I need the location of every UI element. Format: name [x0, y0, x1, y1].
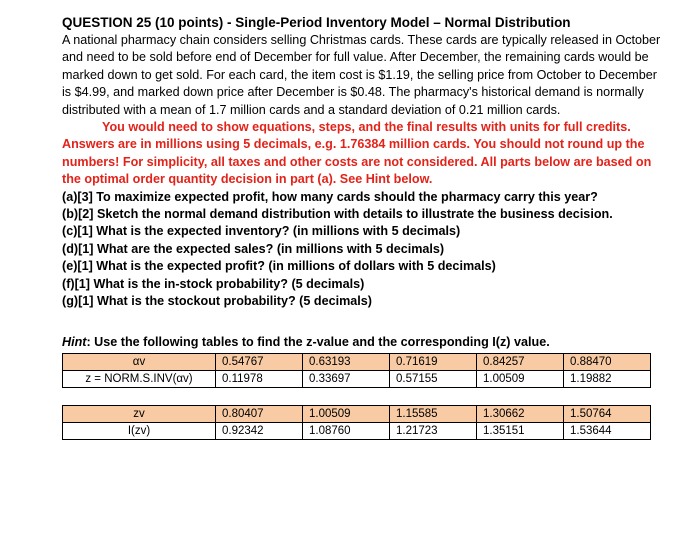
table-cell: 0.33697 — [303, 370, 390, 387]
question-body: A national pharmacy chain considers selling Christmas cards. These cards are typically released in October and need to be sold before end of December for full value. After December, the remaining cards would be marked down to get sold. For each card, the item cost is $1.19, the selling price from October to December is $4.99, and marked down price after December is $0.48. The pharmacy's historical demand is normally distributed with a mean of 1.7 million cards and a standard deviation of 0.21 million cards. — [62, 33, 661, 117]
table-cell: 1.00509 — [477, 370, 564, 387]
table-cell: 0.92342 — [216, 422, 303, 439]
table-cell: 0.11978 — [216, 370, 303, 387]
table-row — [63, 353, 651, 370]
table-cell: αv — [63, 353, 216, 370]
table-cell: 0.88470 — [564, 353, 651, 370]
table-cell: 1.08760 — [303, 422, 390, 439]
part-e: (e)[1] What is the expected profit? (in millions of dollars with 5 decimals) — [62, 259, 496, 274]
iz-value-table — [62, 405, 651, 440]
table-cell: 0.57155 — [390, 370, 477, 387]
table-cell: 1.35151 — [477, 422, 564, 439]
table-row — [63, 422, 651, 439]
table-cell: 0.54767 — [216, 353, 303, 370]
part-g: (g)[1] What is the stockout probability? (5 decimals) — [62, 294, 372, 309]
table-cell: 1.53644 — [564, 422, 651, 439]
hint-text: : Use the following tables to find the z-value and the corresponding I(z) value. — [86, 334, 550, 349]
part-f: (f)[1] What is the in-stock probability? (5 decimals) — [62, 276, 365, 291]
instructions-content: You would need to show equations, steps, and the final results with units for full credits. Answers are in millions using 5 decimals, e.g. 1.76384 million cards. You should not round up the numbers! For simplicity, all taxes and other costs are not considered. All parts below are based on the optimal order quantity decision in part (a). See Hint below. — [62, 120, 652, 187]
z-value-table — [62, 353, 651, 388]
table-cell: 0.84257 — [477, 353, 564, 370]
table-cell: 0.80407 — [216, 405, 303, 422]
table-row — [63, 370, 651, 387]
hint-line — [62, 334, 662, 351]
table-cell: zv — [63, 405, 216, 422]
question-parts — [62, 189, 662, 311]
table-cell: 1.19882 — [564, 370, 651, 387]
table-cell: 0.71619 — [390, 353, 477, 370]
part-c: (c)[1] What is the expected inventory? (in millions with 5 decimals) — [62, 224, 461, 239]
table-cell: z = NORM.S.INV(αv) — [63, 370, 216, 387]
table-cell: 1.00509 — [303, 405, 390, 422]
part-a: (a)[3] To maximize expected profit, how many cards should the pharmacy carry this year? — [62, 189, 598, 204]
question-document — [62, 14, 662, 440]
table-cell: 0.63193 — [303, 353, 390, 370]
table-cell: I(zv) — [63, 422, 216, 439]
table-cell: 1.30662 — [477, 405, 564, 422]
table-row — [63, 405, 651, 422]
hint-label: Hint — [62, 334, 87, 349]
table-cell: 1.15585 — [390, 405, 477, 422]
question-title: QUESTION 25 (10 points) - Single-Period Inventory Model – Normal Distribution — [62, 15, 571, 30]
table-cell: 1.50764 — [564, 405, 651, 422]
part-b: (b)[2] Sketch the normal demand distribution with details to illustrate the business decision. — [62, 207, 613, 222]
table-cell: 1.21723 — [390, 422, 477, 439]
instructions-text — [62, 119, 662, 189]
part-d: (d)[1] What are the expected sales? (in millions with 5 decimals) — [62, 241, 445, 256]
